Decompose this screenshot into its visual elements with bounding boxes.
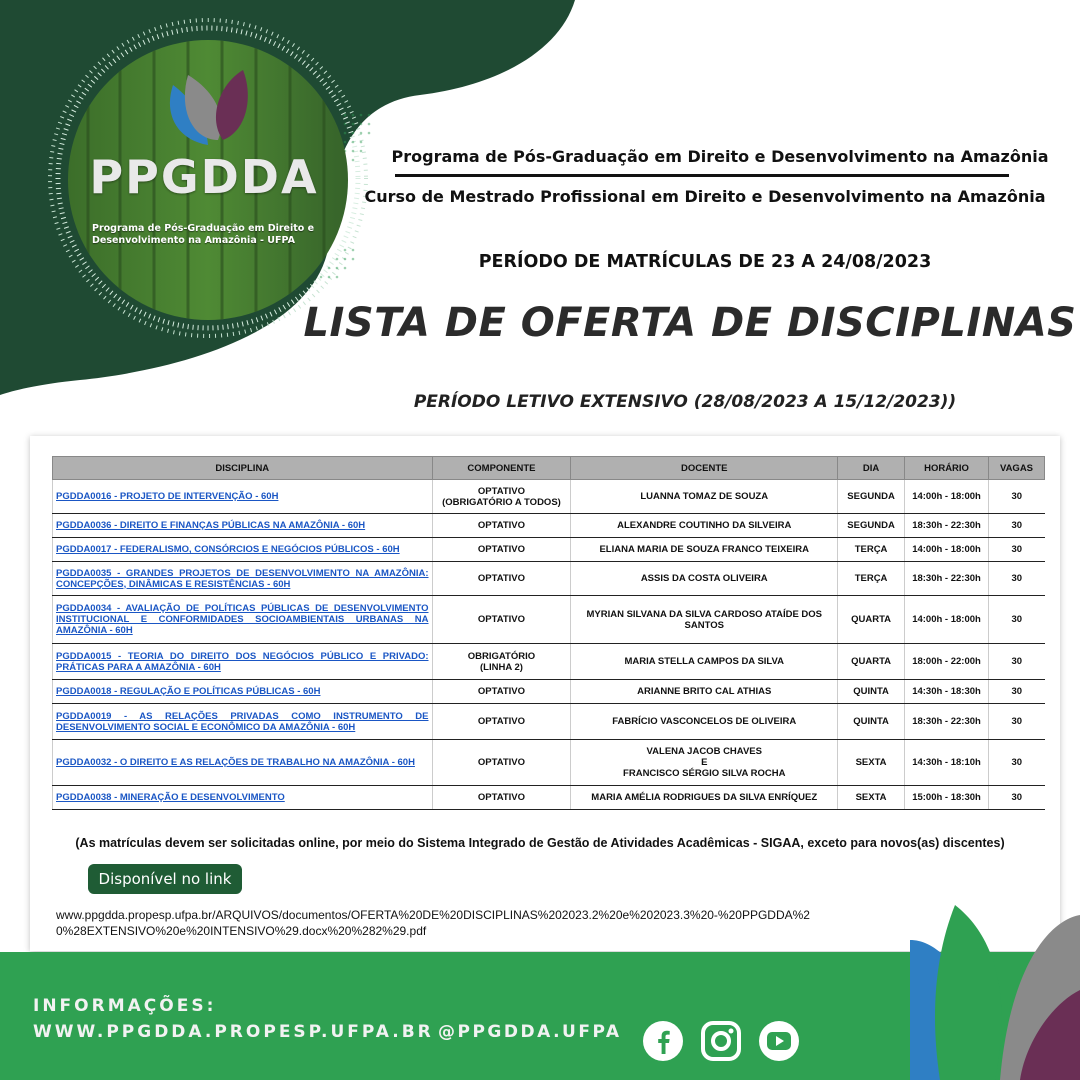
component-cell: OPTATIVO <box>432 514 571 538</box>
day-cell: SEXTA <box>838 786 905 810</box>
seats-cell: 30 <box>988 704 1044 740</box>
table-row <box>53 562 1045 596</box>
time-cell: 18:00h - 22:00h <box>905 644 989 680</box>
table-body <box>53 480 1045 810</box>
table-row <box>53 786 1045 810</box>
table-row <box>53 644 1045 680</box>
enrollment-period: PERÍODO DE MATRÍCULAS DE 23 A 24/08/2023 <box>478 252 932 272</box>
teacher-cell: MARIA STELLA CAMPOS DA SILVA <box>571 644 838 680</box>
component-cell: OPTATIVO <box>432 538 571 562</box>
component-cell: OPTATIVO (OBRIGATÓRIO A TODOS) <box>432 480 571 514</box>
component-cell: OPTATIVO <box>432 680 571 704</box>
teacher-cell: ELIANA MARIA DE SOUZA FRANCO TEIXEIRA <box>571 538 838 562</box>
column-header-vagas: VAGAS <box>988 457 1044 480</box>
seats-cell: 30 <box>988 480 1044 514</box>
day-cell: TERÇA <box>838 538 905 562</box>
enrollment-note: (As matrículas devem ser solicitadas online, por meio do Sistema Integrado de Gestão de Atividades Acadêmicas - SIGAA, exceto para novos(as) discentes) <box>75 836 1005 850</box>
page-title: LISTA DE OFERTA DE DISCIPLINAS <box>303 300 1077 346</box>
seats-cell: 30 <box>988 740 1044 786</box>
facebook-icon[interactable] <box>642 1020 684 1062</box>
table-row <box>53 596 1045 644</box>
term-period: PERÍODO LETIVO EXTENSIVO (28/08/2023 A 15/12/2023)) <box>413 392 957 412</box>
course-table <box>52 456 1045 810</box>
course-name-cell[interactable]: PGDDA0038 - MINERAÇÃO E DESENVOLVIMENTO <box>53 786 433 810</box>
time-cell: 14:30h - 18:10h <box>905 740 989 786</box>
logo-subtitle-line2: Desenvolvimento na Amazônia - UFPA <box>92 235 295 246</box>
component-cell: OPTATIVO <box>432 740 571 786</box>
document-link[interactable]: www.ppgdda.propesp.ufpa.br/ARQUIVOS/documentos/OFERTA%20DE%20DISCIPLINAS%202023.2%20e%202023.3%20-%20PPGDDA%20%28EXTENSIVO%20e%20INTENSIVO%29.docx%20%282%29.pdf <box>56 908 810 938</box>
program-line: Programa de Pós-Graduação em Direito e Desenvolvimento na Amazônia <box>391 147 1049 166</box>
table-row <box>53 514 1045 538</box>
seats-cell: 30 <box>988 596 1044 644</box>
component-cell: OPTATIVO <box>432 704 571 740</box>
table-row <box>53 480 1045 514</box>
component-cell: OBRIGATÓRIO (LINHA 2) <box>432 644 571 680</box>
teacher-cell: ARIANNE BRITO CAL ATHIAS <box>571 680 838 704</box>
course-name-cell[interactable]: PGDDA0018 - REGULAÇÃO E POLÍTICAS PÚBLICAS - 60H <box>53 680 433 704</box>
column-header-disciplina: DISCIPLINA <box>53 457 433 480</box>
info-label: INFORMAÇÕES: <box>33 996 217 1016</box>
teacher-cell: MYRIAN SILVANA DA SILVA CARDOSO ATAÍDE DOS SANTOS <box>571 596 838 644</box>
instagram-icon[interactable] <box>700 1020 742 1062</box>
time-cell: 14:00h - 18:00h <box>905 538 989 562</box>
course-name-cell[interactable]: PGDDA0035 - GRANDES PROJETOS DE DESENVOLVIMENTO NA AMAZÔNIA: CONCEPÇÕES, DINÂMICAS E RESISTÊNCIAS - 60H <box>53 562 433 596</box>
table-row <box>53 740 1045 786</box>
course-name-cell[interactable]: PGDDA0036 - DIREITO E FINANÇAS PÚBLICAS NA AMAZÔNIA - 60H <box>53 514 433 538</box>
time-cell: 18:30h - 22:30h <box>905 514 989 538</box>
logo-subtitle <box>92 223 332 247</box>
seats-cell: 30 <box>988 680 1044 704</box>
table-row <box>53 704 1045 740</box>
lotus-petals-icon <box>900 895 1080 1080</box>
social-handle[interactable]: @PPGDDA.UFPA <box>438 1022 622 1042</box>
teacher-cell: MARIA AMÉLIA RODRIGUES DA SILVA ENRÍQUEZ <box>571 786 838 810</box>
course-name-cell[interactable]: PGDDA0032 - O DIREITO E AS RELAÇÕES DE TRABALHO NA AMAZÔNIA - 60H <box>53 740 433 786</box>
seats-cell: 30 <box>988 538 1044 562</box>
course-name-cell[interactable]: PGDDA0034 - AVALIAÇÃO DE POLÍTICAS PÚBLICAS DE DESENVOLVIMENTO INSTITUCIONAL E CONFORMIDADES SOCIOAMBIENTAIS URBANAS NA AMAZÔNIA - 60H <box>53 596 433 644</box>
day-cell: SEGUNDA <box>838 480 905 514</box>
time-cell: 14:00h - 18:00h <box>905 596 989 644</box>
component-cell: OPTATIVO <box>432 786 571 810</box>
teacher-cell: VALENA JACOB CHAVES E FRANCISCO SÉRGIO SILVA ROCHA <box>571 740 838 786</box>
course-name-cell[interactable]: PGDDA0015 - TEORIA DO DIREITO DOS NEGÓCIOS PÚBLICO E PRIVADO: PRÁTICAS PARA A AMAZÔNIA - 60H <box>53 644 433 680</box>
seats-cell: 30 <box>988 644 1044 680</box>
column-header-dia: DIA <box>838 457 905 480</box>
day-cell: SEGUNDA <box>838 514 905 538</box>
time-cell: 14:30h - 18:30h <box>905 680 989 704</box>
course-line: Curso de Mestrado Profissional em Direito e Desenvolvimento na Amazônia <box>364 187 1046 206</box>
course-name-cell[interactable]: PGDDA0016 - PROJETO DE INTERVENÇÃO - 60H <box>53 480 433 514</box>
course-name-cell[interactable]: PGDDA0017 - FEDERALISMO, CONSÓRCIOS E NEGÓCIOS PÚBLICOS - 60H <box>53 538 433 562</box>
seats-cell: 30 <box>988 562 1044 596</box>
seats-cell: 30 <box>988 786 1044 810</box>
component-cell: OPTATIVO <box>432 596 571 644</box>
time-cell: 14:00h - 18:00h <box>905 480 989 514</box>
day-cell: TERÇA <box>838 562 905 596</box>
teacher-cell: ALEXANDRE COUTINHO DA SILVEIRA <box>571 514 838 538</box>
available-label: Disponível no link <box>88 864 242 894</box>
time-cell: 15:00h - 18:30h <box>905 786 989 810</box>
column-header-componente: COMPONENTE <box>432 457 571 480</box>
day-cell: QUINTA <box>838 680 905 704</box>
component-cell: OPTATIVO <box>432 562 571 596</box>
youtube-icon[interactable] <box>758 1020 800 1062</box>
day-cell: SEXTA <box>838 740 905 786</box>
column-header-horario: HORÁRIO <box>905 457 989 480</box>
day-cell: QUARTA <box>838 596 905 644</box>
day-cell: QUINTA <box>838 704 905 740</box>
table-header-row <box>53 457 1045 480</box>
teacher-cell: LUANNA TOMAZ DE SOUZA <box>571 480 838 514</box>
table-row <box>53 680 1045 704</box>
website-link[interactable]: WWW.PPGDDA.PROPESP.UFPA.BR <box>33 1022 434 1042</box>
course-name-cell[interactable]: PGDDA0019 - AS RELAÇÕES PRIVADAS COMO INSTRUMENTO DE DESENVOLVIMENTO SOCIAL E ECONÔMICO DA AMAZÔNIA - 60H <box>53 704 433 740</box>
time-cell: 18:30h - 22:30h <box>905 562 989 596</box>
day-cell: QUARTA <box>838 644 905 680</box>
teacher-cell: ASSIS DA COSTA OLIVEIRA <box>571 562 838 596</box>
header-divider <box>395 174 1009 177</box>
time-cell: 18:30h - 22:30h <box>905 704 989 740</box>
logo-subtitle-line1: Programa de Pós-Graduação em Direito e <box>92 223 315 234</box>
column-header-docente: DOCENTE <box>571 457 838 480</box>
table-row <box>53 538 1045 562</box>
seats-cell: 30 <box>988 514 1044 538</box>
teacher-cell: FABRÍCIO VASCONCELOS DE OLIVEIRA <box>571 704 838 740</box>
logo-wordmark: PPGDDA <box>89 150 319 204</box>
